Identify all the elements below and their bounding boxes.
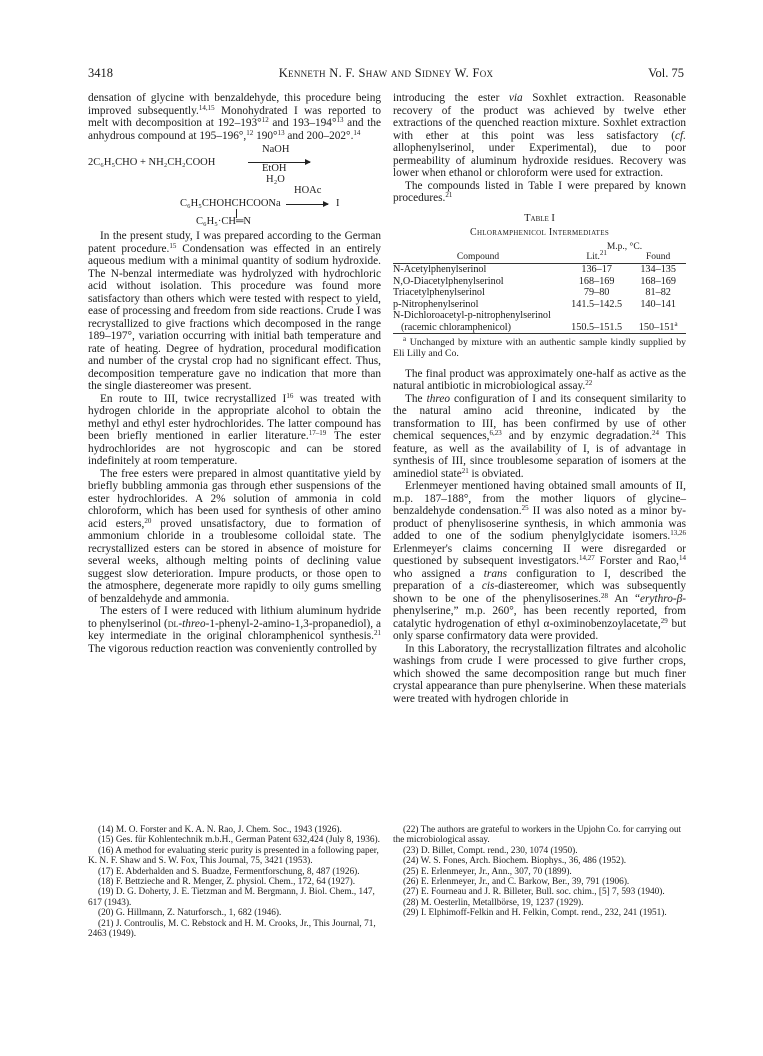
footnote: (27) E. Fourneau and J. R. Billeter, Bull. soc. chim., [5] 7, 593 (1940).: [403, 887, 665, 898]
footnote: (20) G. Hillmann, Z. Naturforsch., 1, 682 (1946).: [98, 908, 282, 919]
footnote: (26) E. Erlenmeyer, Jr., and C. Barkow, Ber., 39, 791 (1906).: [403, 877, 630, 888]
paragraph: In this Laboratory, the recrystallization filtrates and alcoholic washings from crude I were processed to give further crops, which showed the same decomposition range but much finer crystal appearance than pure phenylserine. When these materials were treated with hydrogen chloride in: [393, 642, 686, 705]
reaction-arrow-2: [286, 204, 328, 205]
paragraph: The compounds listed in Table I were prepared by known procedures.$^{21}$: [393, 179, 686, 204]
table-row: p-Nitrophenylserinol 141.5–142.5 140–141: [393, 298, 676, 310]
reagent-naoh: NaOH: [262, 144, 290, 155]
footnotes-left: [88, 825, 381, 939]
column-header-found: Found: [646, 251, 671, 262]
column-header-mp: M.p., °C.: [606, 241, 643, 252]
page-header: [88, 66, 684, 82]
reaction-equation: [88, 144, 381, 226]
footnote: (14) M. O. Forster and K. A. N. Rao, J. Chem. Soc., 1943 (1926).: [98, 825, 342, 835]
paragraph: En route to III, twice recrystallized $I^{16}$ was treated with hydrogen chloride in the appropriate alcohol to obtain the methyl and ethyl ester hydrochlorides. The latter compound has been briefly mentioned in earlier literature.$^{17-19}$ The ester hydrochlorides are not hygroscopic and can be stored indefinitely at room temperature.: [88, 391, 382, 467]
column-header-lit: Lit.$^{21}$: [586, 248, 607, 262]
table-i: [393, 213, 686, 360]
paragraph: The esters of I were reduced with lithium aluminum hydride to phenylserinol (dl-threo-1-phenyl-2-amino-1,3-propanediol), a key intermediate in the original chloramphenicol synthesis.$^{21}$ The vigorous reduction reaction was conveniently controlled by: [88, 605, 381, 655]
reagent-etoh: EtOH: [262, 163, 287, 174]
footnote: (19) D. G. Doherty, J. E. Tietzman and M. Bergmann, J. Biol. Chem., 147, 617 (1943).: [88, 887, 375, 908]
paragraph: The threo configuration of I and its consequent similarity to the natural amino acid threonine, indicated by the transformation to III, has been confirmed by use of other chemical sequences,$^{6,23}$ and by enzymic degradation.$^{24}$ This feature, as well as the availability of I, is of advantage in synthesis of III, since troublesome separation of isomers at the aminediol state$^{21}$ is obviated.: [393, 392, 686, 480]
footnotes-right: [393, 825, 686, 919]
column-header-compound: Compound: [456, 251, 500, 262]
table-row: Triacetylphenylserinol 79–80 81–82: [393, 287, 671, 298]
paragraph: In the present study, I was prepared according to the German patent procedure.$^{15}$ Condensation was effected in an entirely aqueous medium with a minimal quantity of sodium hydroxide. The N-benzal intermediate was hydrolyzed with hydrochloric acid without isolation. This procedure was found more satisfactory than others which were tested with respect to yield, ease of processing and freedom from side reactions. Crude I was recrystallized to give fractions which decomposed in the range 189–197°, variation occurring with initial bath temperature and rate of heating. Degree of hydration, procedural modification and number of the crystal crop had no significant effect. Thus, decomposition temperature gave no indication that more than the single diastereomer was present.: [88, 230, 381, 392]
footnote: (21) J. Controulis, M. C. Rebstock and H. M. Crooks, Jr., This Journal, 71, 2463 (1949).: [88, 918, 376, 940]
footnote: (18) F. Bettzieche and R. Menger, Z. physiol. Chem., 172, 64 (1927).: [98, 877, 356, 888]
table-row: N-Dichloroacetyl-p-nitrophenylserinol: [393, 310, 551, 321]
table-footnote: $^a$ Unchanged by mixture with an authentic sample kindly supplied by Eli Lilly and Co.: [393, 335, 686, 360]
footnote: (28) M. Oesterlin, Metallbörse, 19, 1237 (1929).: [403, 897, 584, 908]
table-label: Table I: [524, 212, 555, 224]
volume-label: Vol. 75: [648, 66, 684, 80]
left-column: [88, 92, 381, 655]
reagent-hoac: HOAc: [294, 185, 322, 196]
page-number: 3418: [88, 66, 113, 80]
benzal-group: C₆H₅·CH═N: [196, 216, 252, 227]
footnote: (24) W. S. Fones, Arch. Biochem. Biophys., 36, 486 (1952).: [403, 856, 627, 867]
running-head: Kenneth N. F. Shaw and Sidney W. Fox: [278, 66, 494, 80]
table-row: N-Acetylphenylserinol 136–17 134–135: [393, 264, 676, 275]
table-caption: Chloramphenicol Intermediates: [469, 227, 610, 238]
footnote: (15) Ges. für Kohlentechnik m.b.H., German Patent 632,424 (July 8, 1936).: [98, 835, 380, 846]
paragraph: The final product was approximately one-half as active as the natural antibiotic in microbiological assay.$^{22}$: [393, 367, 686, 393]
product-label: I: [336, 198, 340, 209]
footnote: (25) E. Erlenmeyer, Jr., Ann., 307, 70 (1899).: [403, 866, 572, 877]
footnote: (22) The authors are grateful to workers in the Upjohn Co. for carrying out the microbiological assay.: [393, 825, 682, 846]
footnote: (23) D. Billet, Compt. rend., 230, 1074 (1950).: [403, 845, 578, 856]
paragraph: The free esters were prepared in almost quantitative yield by briefly bubbling ammonia gas through ether suspensions of the ester hydrochlorides. A 2% solution of ammonia in cold chloroform, which has been used for synthesis of other amino acid esters,$^{20}$ proved unsatisfactory, due to formation of ammonium chloride in a troublesome colloidal state. The recrystallized esters can be stored in absence of moisture for several weeks, although melting points of declining value suggest slow deterioration. Impure products, or those open to the atmosphere, degenerate more rapidly to oily gums smelling of benzaldehyde and ammonia.: [88, 467, 381, 605]
footnote: (29) I. Elphimoff-Felkin and H. Felkin, Compt. rend., 232, 241 (1951).: [403, 908, 667, 919]
footnote: (17) E. Abderhalden and S. Buadze, Fermentforschung, 8, 487 (1926).: [98, 866, 360, 877]
reagent-water: H₂O: [266, 174, 285, 185]
intermediate: C₆H₅CHOHCHCOONa: [180, 198, 281, 209]
right-column: [393, 92, 686, 705]
paragraph: introducing the ester via Soxhlet extraction. Reasonable recovery of the product was achieved by twelve ether extractions of the quenched reaction mixture. Soxhlet extraction with ether at this point was less satisfactory (cf. allophenylserinol, under Experimental), due to poor permeability of aluminum hydroxide residues. Recovery was lower when ethanol or chloroform were used for extraction.: [393, 92, 686, 179]
table-row: (racemic chloramphenicol) 150.5–151.5 150–151$^a$: [401, 319, 678, 333]
paragraph: Erlenmeyer mentioned having obtained small amounts of II, m.p. 187–188°, from the mother liquors of glycine–benzaldehyde condensation.$^{25}$ II was also noted as a minor by-product of phenylisoserine synthesis, in which ammonia was added to one of the sodium phenylglycidate isomers.$^{13,26}$ Erlenmeyer's claims concerning II were disregarded or questioned by subsequent investigators.$^{14,27}$ Forster and Rao,$^{14}$ who assigned a trans configuration to I, described the preparation of a cis-diastereomer, which was subsequently shown to be one of the phenylisoserines.$^{28}$ An “erythro-β-phenylserine,” m.p. 260°, has been recently reported, from catalytic hydrogenation of ethyl α-oximinobenzoylacetate,$^{29}$ but only sparse confirmatory data were provided.: [393, 480, 687, 643]
paragraph: densation of glycine with benzaldehyde, this procedure being improved subsequently.$^{14,15}$ Monohydrated I was reported to melt with decomposition at 192–193°$^{12}$ and 193–194°$^{13}$ and the anhydrous compound at 195–196°,$^{12}$ 190°$^{13}$ and 200–202°.$^{14}$: [88, 92, 381, 142]
table-row: N,O-Diacetylphenylserinol 168–169 168–169: [393, 275, 676, 287]
footnote: (16) A method for evaluating steric purity is presented in a following paper, K. N. F. Shaw and S. W. Fox, This Journal, 75, 3421 (1953).: [88, 845, 379, 867]
data-table: [393, 242, 686, 335]
reactants: 2C₆H₅CHO + NH₂CH₂COOH: [88, 157, 216, 168]
